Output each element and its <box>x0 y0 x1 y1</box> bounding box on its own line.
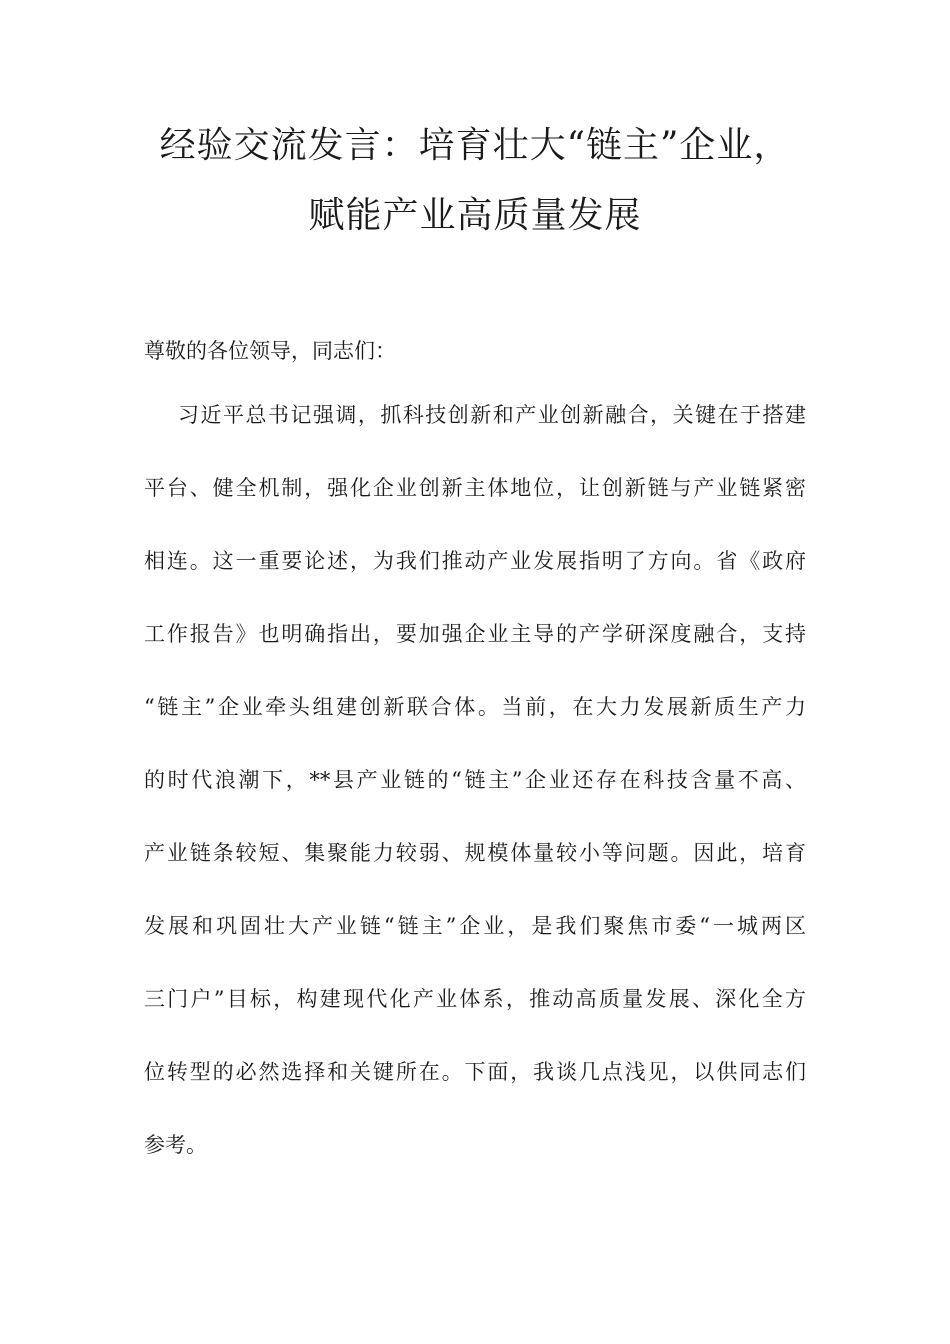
paragraph-line: “链主”企业牵头组建创新联合体。当前，在大力发展新质生产力 <box>144 695 806 719</box>
paragraph-line: 工作报告》也明确指出，要加强企业主导的产学研深度融合，支持 <box>144 622 806 646</box>
paragraph-line: 的时代浪潮下，**县产业链的“链主”企业还存在科技含量不高、 <box>144 768 806 792</box>
document-title-line-2: 赋能产业高质量发展 <box>308 195 642 236</box>
paragraph-line: 产业链条较短、集聚能力较弱、规模体量较小等问题。因此，培育 <box>144 841 806 865</box>
paragraph-line: 平台、健全机制，强化企业创新主体地位，让创新链与产业链紧密 <box>144 476 806 500</box>
document-title-line-1: 经验交流发言：培育壮大“链主”企业， <box>159 125 791 166</box>
paragraph-line: 相连。这一重要论述，为我们推动产业发展指明了方向。省《政府 <box>144 549 806 573</box>
paragraph-line: 参考。 <box>144 1133 207 1157</box>
paragraph-line: 发展和巩固壮大产业链“链主”企业，是我们聚焦市委“一城两区 <box>144 914 806 938</box>
paragraph-line: 三门户”目标，构建现代化产业体系，推动高质量发展、深化全方 <box>144 987 806 1011</box>
paragraph-line: 位转型的必然选择和关键所在。下面，我谈几点浅见，以供同志们 <box>144 1060 806 1084</box>
paragraph-line: 习近平总书记强调，抓科技创新和产业创新融合，关键在于搭建 <box>178 403 806 427</box>
salutation: 尊敬的各位领导，同志们： <box>144 339 396 363</box>
